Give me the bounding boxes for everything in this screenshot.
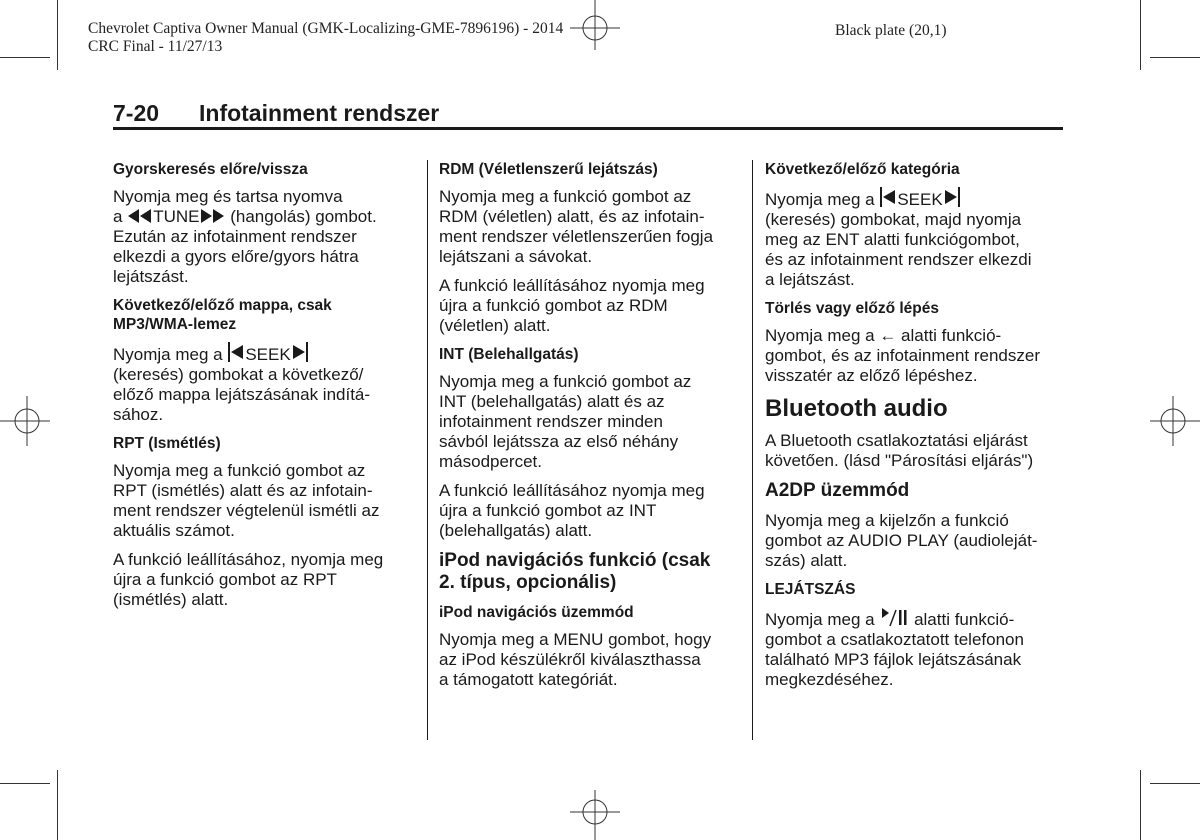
text-line: meg az ENT alatti funkciógombot, bbox=[765, 230, 1020, 249]
paragraph bbox=[439, 630, 739, 690]
text-span: alatti funkció- bbox=[914, 610, 1015, 629]
running-header-right: Black plate (20,1) bbox=[835, 22, 947, 39]
section-title bbox=[113, 296, 413, 334]
registration-mark-icon bbox=[1150, 396, 1200, 446]
tune-label: TUNE bbox=[153, 207, 200, 226]
crop-mark bbox=[57, 770, 58, 840]
text-span: Nyomja meg a bbox=[113, 345, 223, 364]
text-line: és az infotainment rendszer elkezdi bbox=[765, 250, 1032, 269]
running-header-left bbox=[88, 20, 563, 56]
section-title: RDM (Véletlenszerű lejátszás) bbox=[439, 161, 658, 178]
crop-mark bbox=[0, 783, 50, 784]
text-line: az iPod készülékről kiválaszthassa bbox=[439, 650, 701, 669]
text-line: ment rendszer végtelenül ismétli az bbox=[113, 501, 380, 520]
text-span: Nyomja meg a bbox=[765, 190, 875, 209]
paragraph bbox=[765, 431, 1065, 471]
text-line: Nyomja meg a funkció gombot az bbox=[439, 372, 692, 391]
text-line: elkezdi a gyors előre/gyors hátra bbox=[113, 247, 359, 266]
text-line: A funkció leállításához nyomja meg bbox=[439, 276, 705, 295]
paragraph bbox=[113, 550, 413, 610]
text-line: A funkció leállításához, nyomja meg bbox=[113, 550, 384, 569]
column-2 bbox=[439, 160, 739, 699]
text-line: előző mappa lejátszásának indítá- bbox=[113, 385, 371, 404]
text-line bbox=[765, 607, 1065, 630]
text-line: lejátszani a sávokat. bbox=[439, 247, 593, 266]
column-divider bbox=[427, 160, 428, 740]
text-line: újra a funkció gombot az RDM bbox=[439, 296, 668, 315]
section-heading: Bluetooth audio bbox=[765, 395, 948, 422]
paragraph bbox=[439, 481, 739, 541]
text-line: Következő/előző mappa, csak bbox=[113, 297, 332, 314]
seek-back-icon bbox=[227, 342, 245, 362]
text-line: infotainment rendszer minden bbox=[439, 412, 663, 431]
text-line bbox=[113, 342, 413, 365]
text-line: A funkció leállításához nyomja meg bbox=[439, 481, 705, 500]
section-title: Törlés vagy előző lépés bbox=[765, 300, 940, 317]
text-line: Nyomja meg a funkció gombot az bbox=[439, 187, 692, 206]
text-line: Nyomja meg a ← alatti funkció- bbox=[765, 326, 1002, 345]
text-line: RDM (véletlen) alatt, és az infotain- bbox=[439, 207, 705, 226]
paragraph bbox=[439, 372, 739, 472]
subheading: A2DP üzemmód bbox=[765, 480, 910, 501]
text-line: lejátszást. bbox=[113, 267, 189, 286]
text-span: a bbox=[113, 207, 123, 226]
play-pause-icon bbox=[879, 607, 909, 627]
text-line: a támogatott kategóriát. bbox=[439, 670, 618, 689]
section-title: INT (Belehallgatás) bbox=[439, 346, 579, 363]
text-line: RPT (ismétlés) alatt és az infotain- bbox=[113, 481, 373, 500]
text-line: (keresés) gombokat a következő/ bbox=[113, 365, 364, 384]
text-line: megkezdéséhez. bbox=[765, 670, 894, 689]
rewind-icon bbox=[127, 208, 153, 224]
text-line: található MP3 fájlok lejátszásának bbox=[765, 650, 1022, 669]
section-title: iPod navigációs üzemmód bbox=[439, 604, 634, 621]
crop-mark bbox=[0, 57, 50, 58]
text-line: (keresés) gombokat, majd nyomja bbox=[765, 210, 1022, 229]
registration-mark-icon bbox=[570, 790, 620, 840]
paragraph bbox=[113, 187, 413, 287]
text-line: újra a funkció gombot az RPT bbox=[113, 570, 337, 589]
paragraph bbox=[439, 276, 739, 336]
section-title: Következő/előző kategória bbox=[765, 161, 960, 178]
text-line: szás) alatt. bbox=[765, 551, 848, 570]
text-line: Nyomja meg a funkció gombot az bbox=[113, 461, 366, 480]
registration-mark-icon bbox=[0, 396, 50, 446]
text-line: újra a funkció gombot az INT bbox=[439, 501, 657, 520]
text-span: (hangolás) gombot. bbox=[230, 207, 377, 226]
crop-mark bbox=[1140, 770, 1141, 840]
crop-mark bbox=[1150, 57, 1200, 58]
text-line bbox=[113, 207, 413, 227]
page-number: 7-20 bbox=[113, 100, 160, 126]
text-line: visszatér az előző lépéshez. bbox=[765, 366, 978, 385]
crop-mark bbox=[1150, 783, 1200, 784]
text-line: másodpercet. bbox=[439, 452, 542, 471]
text-line: követően. (lásd "Párosítási eljárás") bbox=[765, 451, 1034, 470]
text-line: Nyomja meg és tartsa nyomva bbox=[113, 187, 343, 206]
text-line: (véletlen) alatt. bbox=[439, 316, 551, 335]
section-title: Gyorskeresés előre/vissza bbox=[113, 161, 308, 178]
text-line: sához. bbox=[113, 405, 164, 424]
text-line: Ezután az infotainment rendszer bbox=[113, 227, 357, 246]
column-3 bbox=[765, 160, 1065, 699]
seek-label: SEEK bbox=[245, 345, 291, 364]
heading-rule bbox=[113, 127, 1063, 130]
text-line: sávból lejátssza az első néhány bbox=[439, 432, 679, 451]
section-title: RPT (Ismétlés) bbox=[113, 435, 221, 452]
text-line: a lejátszást. bbox=[765, 270, 855, 289]
text-line: Nyomja meg a kijelzőn a funkció bbox=[765, 511, 1009, 530]
paragraph bbox=[765, 326, 1065, 386]
header-revision: CRC Final - 11/27/13 bbox=[88, 38, 223, 55]
seek-forward-icon bbox=[291, 342, 309, 362]
column-1 bbox=[113, 160, 413, 619]
subheading bbox=[439, 550, 739, 594]
column-divider bbox=[752, 160, 753, 740]
fast-forward-icon bbox=[199, 208, 225, 224]
text-line: gombot a csatlakoztatott telefonon bbox=[765, 630, 1024, 649]
registration-mark-icon bbox=[570, 0, 620, 50]
text-line: (belehallgatás) alatt. bbox=[439, 521, 593, 540]
paragraph bbox=[765, 607, 1065, 690]
page-title: Infotainment rendszer bbox=[199, 100, 440, 126]
text-line: iPod navigációs funkció (csak bbox=[439, 550, 711, 571]
text-line: aktuális számot. bbox=[113, 521, 235, 540]
text-line: gombot az AUDIO PLAY (audioleját- bbox=[765, 531, 1038, 550]
page-heading bbox=[113, 100, 439, 127]
text-line: A Bluetooth csatlakoztatási eljárást bbox=[765, 431, 1028, 450]
crop-mark bbox=[1140, 0, 1141, 70]
paragraph bbox=[765, 187, 1065, 290]
seek-back-icon bbox=[879, 187, 897, 207]
crop-mark bbox=[57, 0, 58, 70]
header-document-title: Chevrolet Captiva Owner Manual (GMK-Localizing-GME-7896196) - 2014 bbox=[88, 20, 564, 37]
text-line: (ismétlés) alatt. bbox=[113, 590, 229, 609]
text-span: Nyomja meg a bbox=[765, 610, 875, 629]
text-line: Nyomja meg a MENU gombot, hogy bbox=[439, 630, 712, 649]
text-line: 2. típus, opcionális) bbox=[439, 572, 617, 593]
section-title: LEJÁTSZÁS bbox=[765, 581, 856, 598]
paragraph bbox=[113, 461, 413, 541]
paragraph bbox=[113, 342, 413, 425]
seek-label: SEEK bbox=[897, 190, 943, 209]
text-line: gombot, és az infotainment rendszer bbox=[765, 346, 1040, 365]
seek-forward-icon bbox=[943, 187, 961, 207]
text-line bbox=[765, 187, 1065, 210]
paragraph bbox=[439, 187, 739, 267]
text-line: ment rendszer véletlenszerűen fogja bbox=[439, 227, 714, 246]
text-line: MP3/WMA-lemez bbox=[113, 316, 237, 333]
text-line: INT (belehallgatás) alatt és az bbox=[439, 392, 665, 411]
paragraph bbox=[765, 511, 1065, 571]
